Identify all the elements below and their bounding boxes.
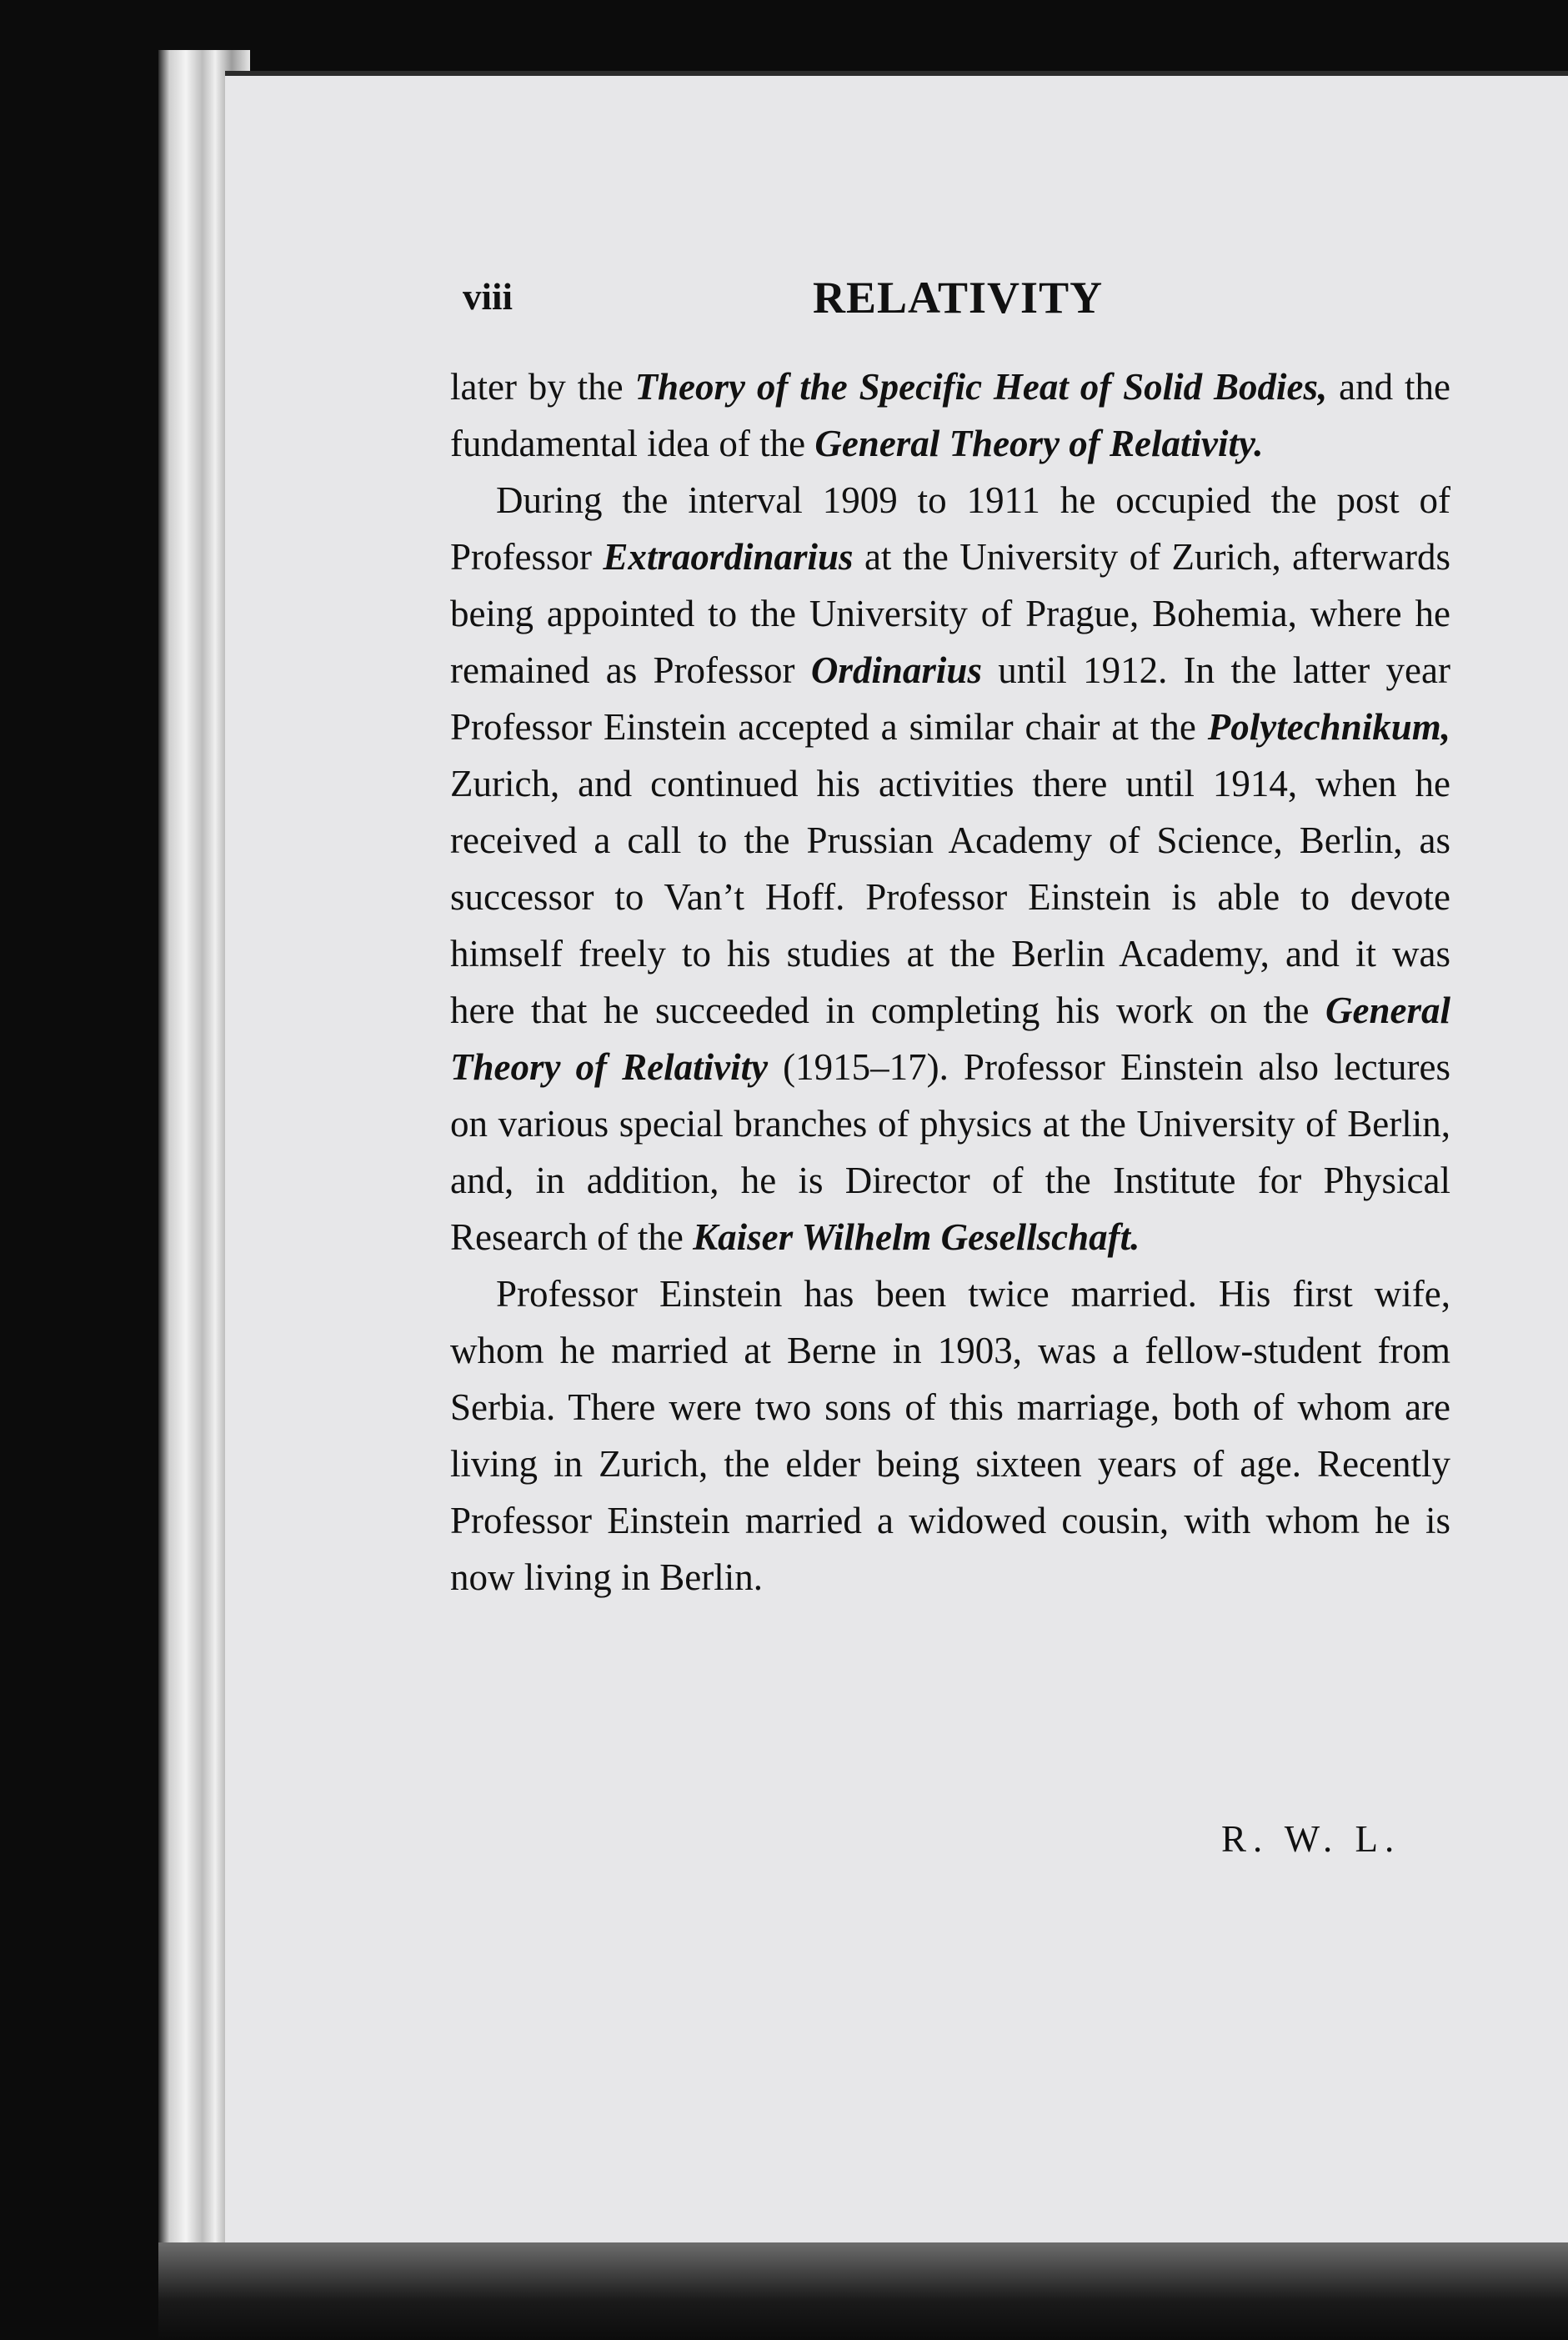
scan-shadow bbox=[158, 2242, 1568, 2340]
text-run: and the fundamental idea of the bbox=[450, 366, 1450, 464]
signature-initials: R. W. L. bbox=[1221, 1818, 1401, 1860]
text-run: later by the bbox=[450, 366, 635, 408]
text-run: Zurich, and continued his activities there until 1914, when he received a call to the Prussian Academy of Science, Berlin, as successor to Van’t Hoff. Professor Einstein is able to devote himself freely to his studies at the Berlin Academy, and it was here that he succeeded in completing his work on the bbox=[450, 763, 1450, 1031]
italic-text: General Theory of Relativity. bbox=[814, 423, 1264, 464]
italic-text: Polytechnikum, bbox=[1207, 706, 1450, 748]
italic-text: Theory of the Specific Heat of Solid Bodies, bbox=[634, 366, 1328, 408]
paragraph bbox=[450, 472, 1450, 1265]
italic-text: Ordinarius bbox=[810, 649, 982, 691]
italic-text: Kaiser Wilhelm Gesellschaft. bbox=[693, 1216, 1140, 1258]
italic-text: Extraordinarius bbox=[603, 536, 854, 578]
running-head: RELATIVITY bbox=[813, 273, 1104, 323]
italic-text: General Theory of Relativity bbox=[450, 990, 1450, 1088]
text-run: Professor Einstein has been twice married. His first wife, whom he married at Berne in 1903, was a fellow-student from Serbia. There were two sons of this marriage, both of whom are living in Zurich, the elder being sixteen years of age. Recently Professor Einstein married a widowed cousin, with whom he is now living in Berlin. bbox=[450, 1273, 1450, 1598]
text-run: During the interval 1909 to 1911 he occupied the post of Professor bbox=[450, 479, 1450, 578]
page-number: viii bbox=[463, 276, 513, 318]
text-run: at the University of Zurich, afterwards being appointed to the University of Prague, Bohemia, where he remained as Professor bbox=[450, 536, 1451, 691]
body-text bbox=[450, 358, 1450, 1606]
text-run: until 1912. In the latter year Professor Einstein accepted a similar chair at the bbox=[450, 649, 1450, 748]
text-run: (1915–17). Professor Einstein also lectures on various special branches of physics at the University of Berlin, and, in addition, he is Director of the Institute for Physical Research of the bbox=[450, 1046, 1451, 1258]
paragraph bbox=[450, 1265, 1450, 1606]
page-header bbox=[463, 275, 1463, 333]
paragraph bbox=[450, 358, 1450, 472]
